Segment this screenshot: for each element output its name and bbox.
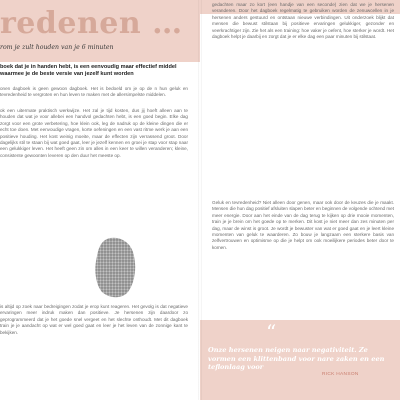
pull-quote <box>200 320 400 400</box>
body-paragraph-1: onen dagboek is geen gewoon dagboek. Het is bedoeld om je op de n hun geluk en tevredenheid te vergroten en hun leven te maken met de allersimpelste middelen. <box>0 86 188 98</box>
right-paragraph-2: Geluk en tevredenheid? Niet alleen door genen, maar ook door de keuzes die je maakt. Mensen die hun dag positief afsluiten slapen beter en beginnen de volgende ochtend met meer energie. Door aan het einde van de dag terug te kijken op drie mooie momenten, train je je brein om het goede op te merken. Dit kost je niet meer dan zes minuten per dag, maar de winst is groot. Je wordt je bewuster van wat er goed gaat en je leert kleine momenten van geluk te waarderen. Zo bouw je langzaam een sterkere basis van zelfvertrouwen en optimisme op die je helpt om ook moeilijkere periodes beter door te komen. <box>212 200 394 250</box>
book-gutter <box>198 0 202 400</box>
quote-text: Onze hersenen neigen naar negativiteit. Ze vormen een klittenband voor nare zaken en een teflonlaag voor <box>208 346 385 372</box>
body-paragraph-2: ok een uitermate praktisch werkwijze. Het zal je tijd kosten, dus jij hoeft alleen aan te houden dat wat je voor allebei een handvol gedachten hebt, is een goed begin. Elke dag zorgt voor een grote verbetering, hoe klein ook, leg de nadruk op de kleine dingen die er echt toe doen. Met eenvoudige vragen, korte oefeningen en een vast ritme werk je aan een positieve houding. Het kost weinig moeite, maar de effecten zijn verrassend groot. Door dagelijks stil te staan bij wat goed gaat, leer je jezelf kennen en groei je stap voor stap naar een gelukkiger leven. Het heeft geen zin om alles in een keer te willen veranderen; kleine, consistente gewoonten leveren op den duur het meeste op. <box>0 108 188 158</box>
rough-stone-illustration <box>92 236 138 300</box>
quote-mark-icon: “ <box>266 320 277 344</box>
page-subtitle: rom je zult houden van je 6 minuten <box>0 44 114 51</box>
page-title: redenen … <box>0 6 183 41</box>
body-paragraph-3: is altijd op zoek naar bedreigingen zodat je erop kunt reageren. Het gevolg is dat negatieve ervaringen meer indruk maken dan positieve. Je hersenen zijn daardoor zo geprogrammeerd dat je het goede snel vergeet en het slechte onthoudt. Met dit dagboek train je je aandacht op wat er wel goed gaat en leer je het leven van de zonnige kant te bekijken. <box>0 304 188 335</box>
quote-author: RICK HANSON <box>322 372 359 377</box>
lede-paragraph: boek dat je in handen hebt, is een eenvoudig maar effectief middel waarmee je de beste versie van jezelf kunt worden <box>0 64 177 78</box>
rough-stone-icon <box>92 236 138 300</box>
right-page <box>200 0 400 400</box>
right-paragraph-1: gedachten maar zo kort (een handje van een seconde) zien dat we je hersenen veranderen. Door het dagboek regelmatig te gebruiken worden de zenuwcellen in je hersenen anders gestuurd en ontstaan nieuwe verbindingen. Uit onderzoek blijkt dat mensen die bewust stilstaan bij positieve ervaringen gelukkiger, gezonder en veerkrachtiger zijn. Zie het als een training: hoe vaker je oefent, hoe sterker je wordt. Het dagboek helpt je daarbij en zorgt dat je er elke dag een paar minuten bij stilstaat. <box>212 2 394 40</box>
